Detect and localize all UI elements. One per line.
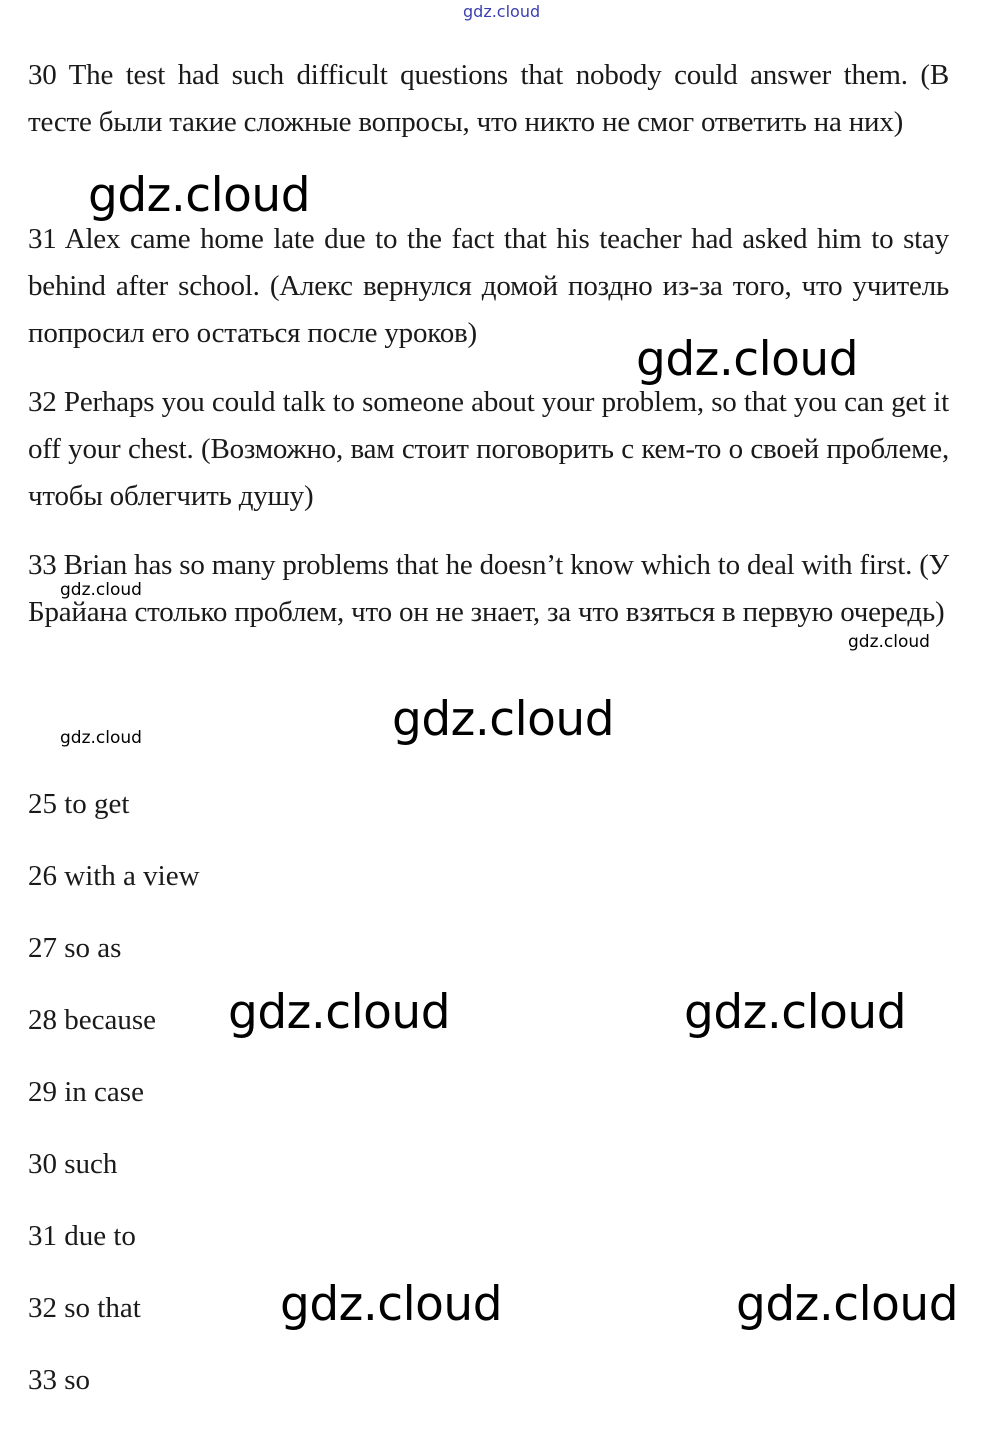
watermark: gdz.cloud	[684, 985, 907, 1040]
watermark: gdz.cloud	[280, 1277, 503, 1332]
answer-25: 25 to get	[28, 788, 130, 820]
answer-30: 30 such	[28, 1148, 118, 1180]
watermark: gdz.cloud	[848, 632, 930, 652]
watermark: gdz.cloud	[60, 580, 142, 600]
sentence-33: 33 Brian has so many problems that he doesn’t know which to deal with first. (У Брайана столько проблем, что он не знает, за что взяться в первую очередь)	[28, 549, 949, 628]
sentence-32: 32 Perhaps you could talk to someone about your problem, so that you can get it off your chest. (Возможно, вам стоит поговорить с кем-то о своей проблеме, чтобы облегчить душу)	[28, 386, 949, 512]
answer-27: 27 so as	[28, 932, 122, 964]
sentence-30: 30 The test had such difficult questions that nobody could answer them. (В тесте были такие сложные вопросы, что никто не смог ответить на них)	[28, 59, 949, 138]
watermark: gdz.cloud	[636, 332, 859, 387]
watermark: gdz.cloud	[736, 1277, 959, 1332]
answer-29: 29 in case	[28, 1076, 144, 1108]
watermark: gdz.cloud	[60, 728, 142, 748]
watermark: gdz.cloud	[392, 692, 615, 747]
watermark: gdz.cloud	[228, 985, 451, 1040]
answer-32: 32 so that	[28, 1292, 141, 1324]
answer-26: 26 with a view	[28, 860, 200, 892]
watermark-top: gdz.cloud	[463, 2, 541, 21]
answer-31: 31 due to	[28, 1220, 136, 1252]
sentence-31: 31 Alex came home late due to the fact that his teacher had asked him to stay behind after school. (Алекс вернулся домой поздно из-за того, что учитель попросил его остаться после уроков)	[28, 223, 949, 349]
watermark: gdz.cloud	[88, 168, 311, 223]
answer-33: 33 so	[28, 1364, 91, 1396]
answer-28: 28 because	[28, 1004, 157, 1036]
